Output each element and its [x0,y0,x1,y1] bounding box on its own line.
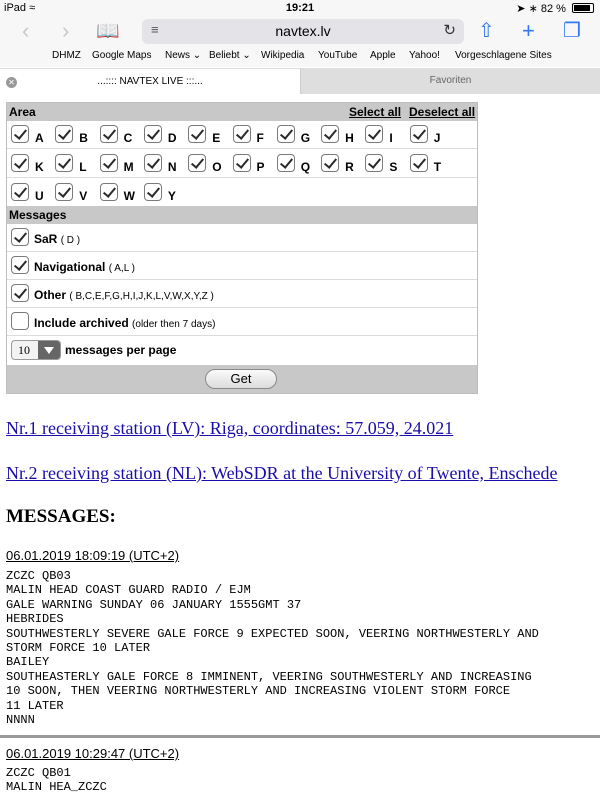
get-button[interactable]: Get [205,369,277,389]
sar-label: SaR [34,232,58,246]
bookmark-dhmz[interactable]: DHMZ [52,50,81,61]
tabs-icon[interactable]: ❐ [563,20,581,42]
archived-checkbox[interactable] [11,312,29,330]
area-checkbox-i[interactable] [365,125,383,143]
other-checkbox[interactable] [11,284,29,302]
address-domain: navtex.lv [275,23,331,39]
navigational-checkbox[interactable] [11,256,29,274]
area-checkbox-g[interactable] [277,125,295,143]
bluetooth-icon: ∗ [528,3,538,15]
archived-note: (older then 7 days) [132,319,216,330]
message-type-sar [7,224,477,252]
bookmark-vorgeschlagene-sites[interactable]: Vorgeschlagene Sites [455,50,552,61]
dropdown-arrow-icon [38,341,60,359]
messages-header [7,206,477,224]
message-type-other [7,280,477,308]
area-checkbox-s[interactable] [365,154,383,172]
area-label-d: D [167,131,177,145]
location-icon: ➤ [516,3,526,15]
form-footer [7,365,477,393]
area-label-a: A [35,131,44,145]
area-checkbox-k[interactable] [11,154,29,172]
area-label-l: L [79,160,87,174]
area-checkbox-r[interactable] [321,154,339,172]
area-title: Area [9,105,36,119]
area-checkbox-c[interactable] [100,125,118,143]
bookmark-google-maps[interactable]: Google Maps [92,50,152,61]
area-label-v: V [79,189,88,203]
per-page-value: 10 [18,343,30,357]
tab-bar [0,68,600,94]
sar-codes: ( D ) [60,235,81,246]
area-checkbox-f[interactable] [233,125,251,143]
share-icon[interactable]: ⇧ [478,20,495,42]
area-label-h: H [345,131,354,145]
area-label-j: J [433,131,441,145]
other-label: Other [34,288,67,302]
area-label-i: I [389,131,393,145]
reload-icon[interactable]: ↻ [443,22,456,39]
area-header [7,103,477,121]
area-checkbox-q[interactable] [277,154,295,172]
area-label-f: F [256,131,264,145]
area-checkbox-h[interactable] [321,125,339,143]
area-label-o: O [212,160,222,174]
messages-title: Messages [9,208,67,222]
battery-percent: 82 % [540,3,566,15]
area-label-w: W [123,189,135,203]
tab-title: ...:::: NAVTEX LIVE :::... [97,76,203,87]
area-checkbox-b[interactable] [55,125,73,143]
tab-navtex-live[interactable] [0,68,300,94]
message-body: ZCZC QB01 MALIN HEA_ZCZC [6,766,107,795]
area-checkbox-n[interactable] [144,154,162,172]
chevron-right-icon[interactable]: › [62,18,70,43]
status-bar [0,0,600,18]
area-checkbox-p[interactable] [233,154,251,172]
bookmark-yahoo[interactable]: Yahoo! [409,50,440,61]
battery-icon [572,3,594,13]
navigational-label: Navigational [34,260,106,274]
bookmarks-bar [0,45,600,67]
chevron-left-icon[interactable]: ‹ [22,18,30,43]
bookmark-beliebt[interactable]: Beliebt ⌄ [209,50,251,61]
area-checkbox-l[interactable] [55,154,73,172]
area-checkbox-a[interactable] [11,125,29,143]
tab-title-favoriten: Favoriten [429,75,472,86]
navigational-codes: ( A,L ) [108,263,136,274]
deselect-all-link[interactable]: Deselect all [409,105,476,119]
sar-checkbox[interactable] [11,228,29,246]
area-label-k: K [35,160,44,174]
area-label-p: P [256,160,265,174]
bookmark-wikipedia[interactable]: Wikipedia [261,50,305,61]
area-label-m: M [123,160,134,174]
area-label-n: N [167,160,177,174]
area-checkbox-t[interactable] [410,154,428,172]
message-separator [0,735,600,738]
bookmark-apple[interactable]: Apple [370,50,396,61]
plus-icon[interactable]: + [522,18,535,43]
include-archived-row [7,308,477,336]
area-label-g: G [300,131,311,145]
per-page-label: messages per page [65,343,177,357]
area-checkbox-u[interactable] [11,183,29,201]
book-icon[interactable]: 📖 [96,21,120,42]
archived-label: Include archived [34,316,129,330]
area-label-t: T [433,160,442,174]
clock: 19:21 [285,2,315,14]
reader-icon[interactable]: ≡ [151,22,159,37]
other-codes: ( B,C,E,F,G,H,I,J,K,L,V,W,X,Y,Z ) [69,291,214,302]
area-checkbox-y[interactable] [144,183,162,201]
area-label-e: E [212,131,221,145]
area-checkbox-d[interactable] [144,125,162,143]
per-page-select[interactable] [11,340,61,360]
address-bar[interactable] [142,19,464,44]
area-label-u: U [35,189,44,203]
device-label: iPad [4,2,27,14]
area-label-b: B [79,131,88,145]
bookmark-youtube[interactable]: YouTube [318,50,358,61]
area-label-r: R [345,160,354,174]
message-time[interactable]: 06.01.2019 10:29:47 (UTC+2) [6,746,180,761]
message-type-navigational [7,252,477,280]
area-row-3 [7,178,477,206]
wifi-icon: ≈ [29,2,36,14]
area-checkbox-m[interactable] [100,154,118,172]
area-checkbox-o[interactable] [188,154,206,172]
safari-toolbar [0,18,600,45]
messages-heading: MESSAGES: [6,506,116,527]
message-time[interactable]: 06.01.2019 18:09:19 (UTC+2) [6,548,180,563]
area-label-q: Q [300,160,311,174]
bookmark-news[interactable]: News ⌄ [165,50,202,61]
select-all-link[interactable]: Select all [349,105,402,119]
area-label-s: S [389,160,398,174]
area-checkbox-e[interactable] [188,125,206,143]
close-tab-icon[interactable] [6,77,17,88]
station-link-riga[interactable]: Nr.1 receiving station (LV): Riga, coordinates: 57.059, 24.021 [6,418,454,438]
area-checkbox-w[interactable] [100,183,118,201]
area-label-c: C [123,131,133,145]
station-link-twente[interactable]: Nr.2 receiving station (NL): WebSDR at the University of Twente, Enschede [6,463,558,483]
area-checkbox-j[interactable] [410,125,428,143]
area-checkbox-v[interactable] [55,183,73,201]
area-label-y: Y [167,189,176,203]
filter-form [6,102,478,394]
message-body: ZCZC QB03 MALIN HEAD COAST GUARD RADIO / EJM GALE WARNING SUNDAY 06 JANUARY 1555GMT 37 HEBRIDES SOUTHWESTERLY SEVERE GALE FORCE 9 EXPECTED SOON, VEERING NORTHWESTERLY AND STORM FORCE 10 LATER BAILEY SOUTHEASTERLY GALE FORCE 8 IMMINENT, VEERING SOUTHWESTERLY AND INCREASING 10 SOON, THEN VEERING NORTHWESTERLY AND INCREASING VIOLENT STORM FORCE 11 LATER NNNN [6,569,539,728]
tab-favoriten[interactable] [300,68,600,94]
